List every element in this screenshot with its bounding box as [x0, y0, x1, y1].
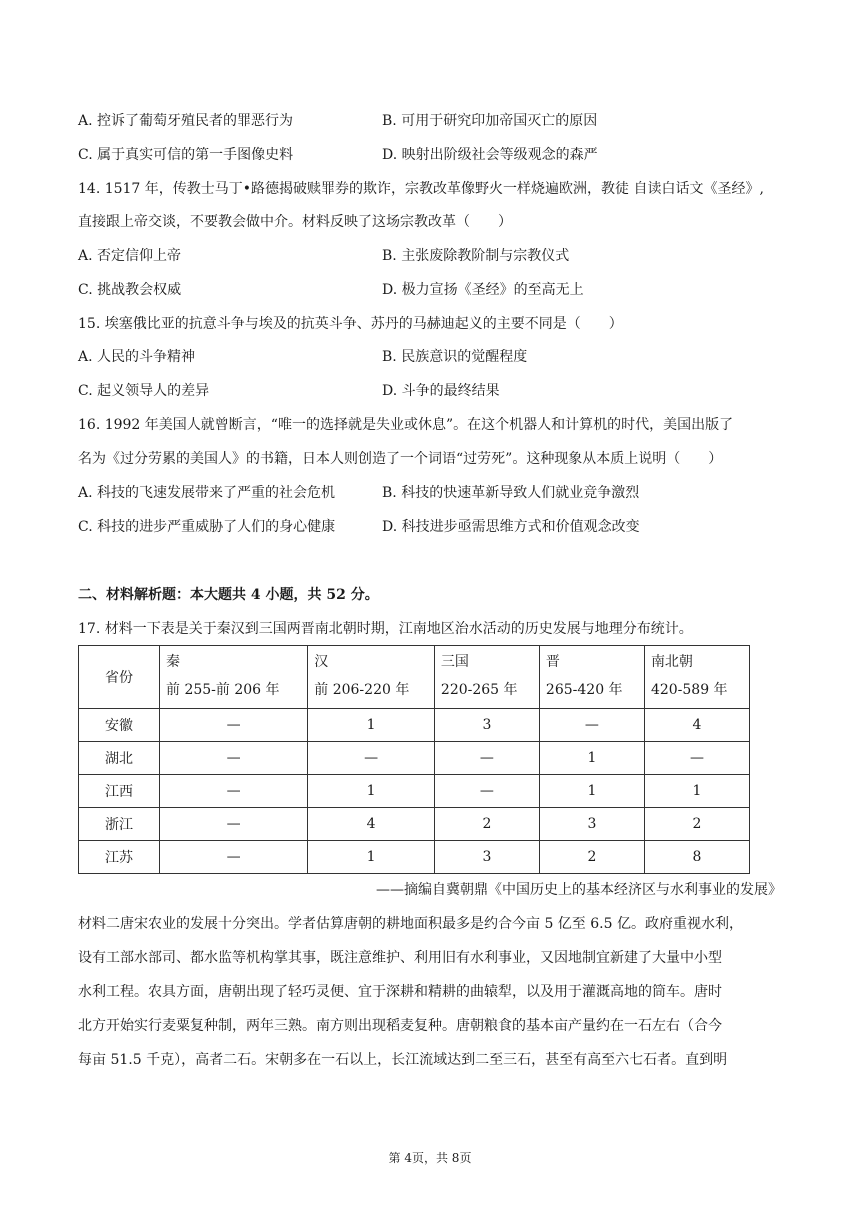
header-province: 省份 [79, 646, 160, 709]
value-cell: 2 [539, 841, 644, 874]
material2-line: 水利工程。农具方面，唐朝出现了轻巧灵便、宜于深耕和精耕的曲辕犁，以及用于灌溉高地的筒车。唐时 [78, 984, 722, 1000]
value-cell: 3 [539, 808, 644, 841]
header-period-nanbeichao [644, 646, 749, 709]
table-header-row [79, 646, 750, 709]
q13-option-a: A. 控诉了葡萄牙殖民者的罪恶行为 [78, 113, 294, 129]
value-cell: 4 [308, 808, 435, 841]
q15-option-d: D. 斗争的最终结果 [382, 383, 500, 399]
value-cell: 2 [434, 808, 539, 841]
table-row [79, 742, 750, 775]
material2-line: 设有工部水部司、都水监等机构掌其事，既注意维护、利用旧有水利事业，又因地制宜新建了大量中小型 [78, 950, 722, 966]
q14-option-d: D. 极力宣扬《圣经》的至高无上 [382, 282, 584, 298]
period-name: 三国 [440, 654, 469, 670]
value-cell: 1 [644, 775, 749, 808]
material2-line: 材料二唐宋农业的发展十分突出。学者估算唐朝的耕地面积最多是约合今亩 5 亿至 6.5 亿。政府重视水利， [78, 916, 743, 932]
value-cell: — [160, 742, 308, 775]
q16-option-b: B. 科技的快速革新导致人们就业竞争激烈 [382, 485, 640, 501]
q15-option-a: A. 人民的斗争精神 [78, 349, 196, 365]
header-period-sanguo [434, 646, 539, 709]
value-cell: — [160, 808, 308, 841]
section-heading: 二、材料解析题：本大题共 4 小题，共 52 分。 [78, 587, 379, 603]
value-cell: — [539, 709, 644, 742]
value-cell: 1 [308, 709, 435, 742]
q14-option-a: A. 否定信仰上帝 [78, 248, 182, 264]
province-cell: 江西 [79, 775, 160, 808]
q13-option-d: D. 映射出阶级社会等级观念的森严 [382, 147, 598, 163]
material2-line: 每亩 51.5 千克），高者二石。宋朝多在一石以上，长江流域达到二至三石，甚至有高至六七石者。直到明 [78, 1052, 728, 1068]
q16-option-a: A. 科技的飞速发展带来了严重的社会危机 [78, 485, 336, 501]
value-cell: 1 [539, 742, 644, 775]
period-name: 秦 [166, 654, 180, 670]
value-cell: 3 [434, 709, 539, 742]
header-period-qin [160, 646, 308, 709]
value-cell: — [160, 841, 308, 874]
header-period-han [308, 646, 435, 709]
q14-option-b: B. 主张废除教阶制与宗教仪式 [382, 248, 570, 264]
province-cell: 浙江 [79, 808, 160, 841]
q13-option-b: B. 可用于研究印加帝国灭亡的原因 [382, 113, 598, 129]
value-cell: 1 [308, 841, 435, 874]
province-cell: 安徽 [79, 709, 160, 742]
q14-option-c: C. 挑战教会权威 [78, 282, 182, 298]
table-source: ——摘编自冀朝鼎《中国历史上的基本经济区与水利事业的发展》 [376, 882, 782, 898]
q15-stem: 15. 埃塞俄比亚的抗意斗争与埃及的抗英斗争、苏丹的马赫迪起义的主要不同是（ ） [78, 316, 623, 332]
province-cell: 湖北 [79, 742, 160, 775]
q15-option-c: C. 起义领导人的差异 [78, 383, 210, 399]
value-cell: 3 [434, 841, 539, 874]
period-name: 南北朝 [650, 654, 693, 670]
period-name: 汉 [314, 654, 329, 670]
value-cell: — [434, 742, 539, 775]
period-range: 前 206-220 年 [314, 682, 410, 698]
period-range: 420-589 年 [650, 682, 728, 698]
governance-table [78, 645, 750, 874]
value-cell: — [434, 775, 539, 808]
q16-option-d: D. 科技进步亟需思维方式和价值观念改变 [382, 519, 640, 535]
q14-stem-line1: 14. 1517 年，传教士马丁•路德揭破赎罪券的欺诈，宗教改革像野火一样烧遍欧洲，教徒 自读白话文《圣经》, [78, 181, 764, 197]
q16-option-c: C. 科技的进步严重威胁了人们的身心健康 [78, 519, 336, 535]
period-range: 前 255-前 206 年 [166, 682, 280, 698]
table-row [79, 808, 750, 841]
table-row [79, 775, 750, 808]
value-cell: — [160, 709, 308, 742]
value-cell: 4 [644, 709, 749, 742]
q13-option-c: C. 属于真实可信的第一手图像史料 [78, 147, 294, 163]
q16-stem-line1: 16. 1992 年美国人就曾断言，“唯一的选择就是失业或休息”。在这个机器人和计算机的时代，美国出版了 [78, 417, 734, 433]
q15-option-b: B. 民族意识的觉醒程度 [382, 349, 528, 365]
table-row [79, 841, 750, 874]
header-period-jin [539, 646, 644, 709]
period-range: 220-265 年 [440, 682, 518, 698]
value-cell: 1 [308, 775, 435, 808]
value-cell: — [644, 742, 749, 775]
table-row [79, 709, 750, 742]
province-cell: 江苏 [79, 841, 160, 874]
period-name: 晋 [545, 654, 560, 670]
period-range: 265-420 年 [545, 682, 623, 698]
q16-stem-line2: 名为《过分劳累的美国人》的书籍，日本人则创造了一个词语“过劳死”。这种现象从本质上说明（ ） [78, 451, 723, 467]
value-cell: 1 [539, 775, 644, 808]
value-cell: 2 [644, 808, 749, 841]
page-footer: 第 4页，共 8页 [388, 1151, 472, 1165]
value-cell: 8 [644, 841, 749, 874]
value-cell: — [308, 742, 435, 775]
q17-intro: 17. 材料一下表是关于秦汉到三国两晋南北朝时期，江南地区治水活动的历史发展与地理分布统计。 [78, 621, 693, 637]
value-cell: — [160, 775, 308, 808]
q14-stem-line2: 直接跟上帝交谈，不要教会做中介。材料反映了这场宗教改革（ ） [78, 214, 512, 230]
material2-line: 北方开始实行麦粟复种制，两年三熟。南方则出现稻麦复种。唐朝粮食的基本亩产量约在一石左右（合今 [78, 1018, 722, 1034]
